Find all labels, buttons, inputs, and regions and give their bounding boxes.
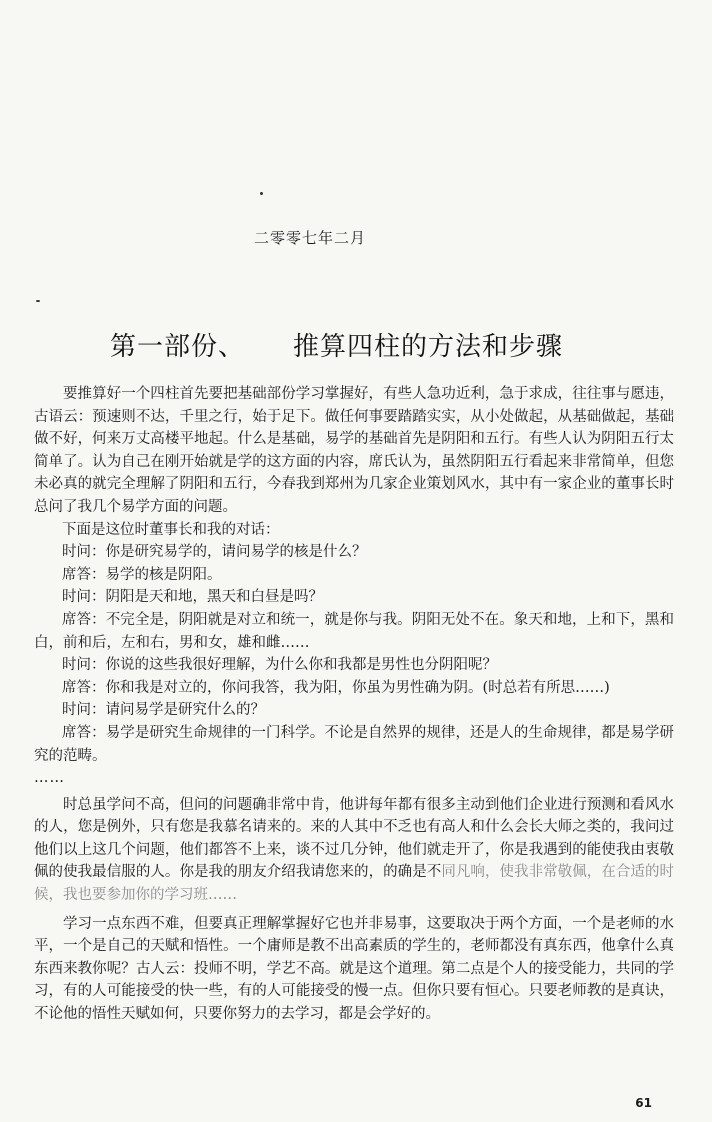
part-label: 第一部份、: [110, 332, 246, 362]
dialogue-line: 席答：易学的核是阴阳。: [62, 566, 222, 583]
dialogue-line: 席答：你和我是对立的，你问我答，我为阳，你虽为男性确为阴。(时总若有所思……): [62, 679, 610, 696]
story-text: 时总虽学问不高，但问的问题确非常中肯，他讲每年都有很多主动到他们企业进行预测和看风水的人，您是例外，只有您是我慕名请来的。来的人其中不乏也有高人和什么会长大师之类的，我问过他们以上这几个问题，他们都答不上来，谈不过几分钟，他们就走开了，你是我遇到的能使我由衷敬佩的使我最信服的人。你是我的朋友介绍我请您来的，的确是不: [34, 796, 674, 881]
section-title: 推算四柱的方法和步骤: [293, 332, 564, 362]
print-speck: [260, 192, 263, 195]
dialogue-line: 席答：易学是研究生命规律的一门科学。不论是自然界的规律，还是人的生命规律，都是易学研究的范畴。: [34, 724, 674, 764]
date-line: 二零零七年二月: [254, 229, 367, 247]
ellipsis: ……: [34, 770, 65, 787]
story-paragraph: [34, 794, 674, 907]
dialogue-line: 时问：阴阳是天和地，黑天和白昼是吗？: [62, 589, 323, 606]
story-text-faded: 同凡响，使我非常敬佩，在合适的时候，我也要参加你的学习班……: [34, 864, 675, 904]
body-text: [34, 383, 674, 1026]
dialogue-line: 时问：你是研究易学的，请问易学的核是什么？: [62, 544, 367, 561]
dialogue-intro: 下面是这位时董事长和我的对话：: [62, 521, 280, 538]
page-number: 61: [635, 1096, 652, 1110]
print-speck: [36, 300, 40, 302]
section-heading: [110, 326, 563, 363]
intro-paragraph: 要推算好一个四柱首先要把基础部份学习掌握好，有些人急功近利，急于求成，往往事与愿违，古语云：预速则不达，千里之行，始于足下。做任何事要踏踏实实，从小处做起，从基础做起，基础做不好，何来万丈高楼平地起。什么是基础，易学的基础首先是阴阳和五行。有些人认为阴阳五行太简单了。认为自己在刚开始就是学的这方面的内容，席氏认为，虽然阴阳五行看起来非常简单，但您未必真的就完全理解了阴阳和五行，今春我到郑州为几家企业策划风水，其中有一家企业的董事长时总问了我几个易学方面的问题。: [34, 386, 674, 515]
dialogue-line: 时问：你说的这些我很好理解，为什么你和我都是男性也分阴阳呢？: [62, 657, 497, 674]
dialogue-line: 席答：不完全是，阴阳就是对立和统一，就是你与我。阴阳无处不在。象天和地，上和下，黑和白，前和后，左和右，男和女，雄和雌……: [34, 611, 674, 651]
dialogue-line: 时问：请问易学是研究什么的？: [62, 702, 265, 719]
learning-paragraph: 学习一点东西不难，但要真正理解掌握好它也并非易事，这要取决于两个方面，一个是老师的水平，一个是自己的天赋和悟性。一个庸师是教不出高素质的学生的，老师都没有真东西，他拿什么真东西来教你呢？古人云：投师不明，学艺不高。就是这个道理。第二点是个人的接受能力，共同的学习，有的人可能接受的快一些，有的人可能接受的慢一点。但你只要有恒心。只要老师教的是真诀，不论他的悟性天赋如何，只要你努力的去学习，都是会学好的。: [34, 915, 674, 1023]
